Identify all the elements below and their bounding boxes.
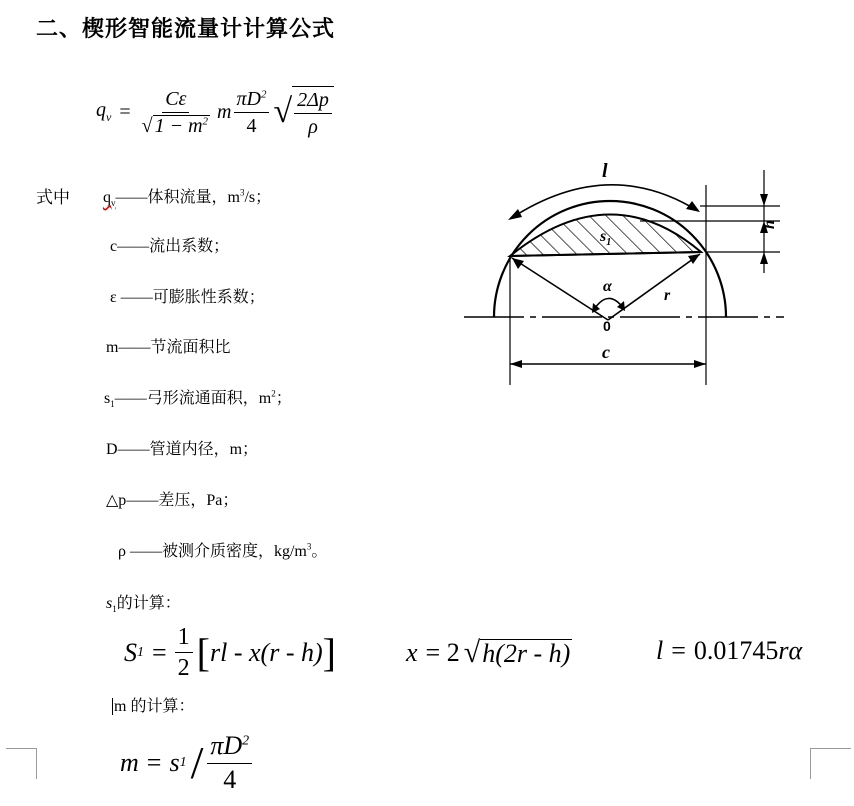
page-corner-left xyxy=(6,748,37,779)
variable-c: c——流出系数； xyxy=(110,238,230,255)
s1-calc-label: $s_1$的计算： xyxy=(106,595,181,615)
page-title: 二、楔形智能流量计计算公式 xyxy=(36,17,336,42)
formula-x: x = 2 √ h(2r - h) xyxy=(406,636,571,669)
variable-epsilon: ε ——可膨胀性系数； xyxy=(110,289,265,306)
m-calc-label: m 的计算： xyxy=(114,698,195,715)
label-l: l xyxy=(602,160,608,182)
variable-qv: $q_v——$体积流量，$m^3/s$； xyxy=(103,187,272,209)
qv-equals: = xyxy=(119,100,131,123)
qv-fraction-2: $\frac{\pi D^2}{4}$ xyxy=(234,88,270,137)
qv-m: m xyxy=(217,100,232,123)
qv-sqrt: $\frac{2\Delta p}{\rho}$ xyxy=(292,86,334,138)
formula-m: m = s 1 / $\frac{\pi D^2}{4}$ xyxy=(120,732,252,794)
variable-d: D——管道内径，m； xyxy=(106,441,259,458)
formula-s1: S 1 = $\frac{1}{2}$ [ rl - x(r - h) ] xyxy=(124,624,336,682)
label-o: 0 xyxy=(603,318,611,334)
qv-fraction-1: $\frac{C\varepsilon}{√ 1 - m^2}$ xyxy=(141,87,209,137)
variable-s1: $s_1——$弓形流通面积，$m^2$； xyxy=(104,388,292,410)
label-s1: $s_1$ xyxy=(600,228,612,248)
where-label: 式中 xyxy=(36,188,70,208)
variable-m: m——节流面积比 xyxy=(106,339,231,356)
variable-rho: ρ ——被测介质密度，$kg/m^3$。 xyxy=(118,541,328,560)
variable-delta-p: △p——差压，Pa； xyxy=(106,492,239,509)
label-alpha: α xyxy=(603,278,612,295)
page-corner-right xyxy=(810,748,851,779)
wedge-diagram xyxy=(460,155,790,395)
formula-l: l = 0.01745 rα xyxy=(656,636,803,665)
label-h: h xyxy=(761,220,778,229)
label-c: c xyxy=(602,342,610,362)
radius-right xyxy=(608,254,700,320)
formula-qv xyxy=(96,86,334,138)
qv-sqrt-sign: √ xyxy=(273,93,293,130)
qv-lhs: $q_v$ xyxy=(96,99,112,124)
label-r: r xyxy=(664,287,671,304)
